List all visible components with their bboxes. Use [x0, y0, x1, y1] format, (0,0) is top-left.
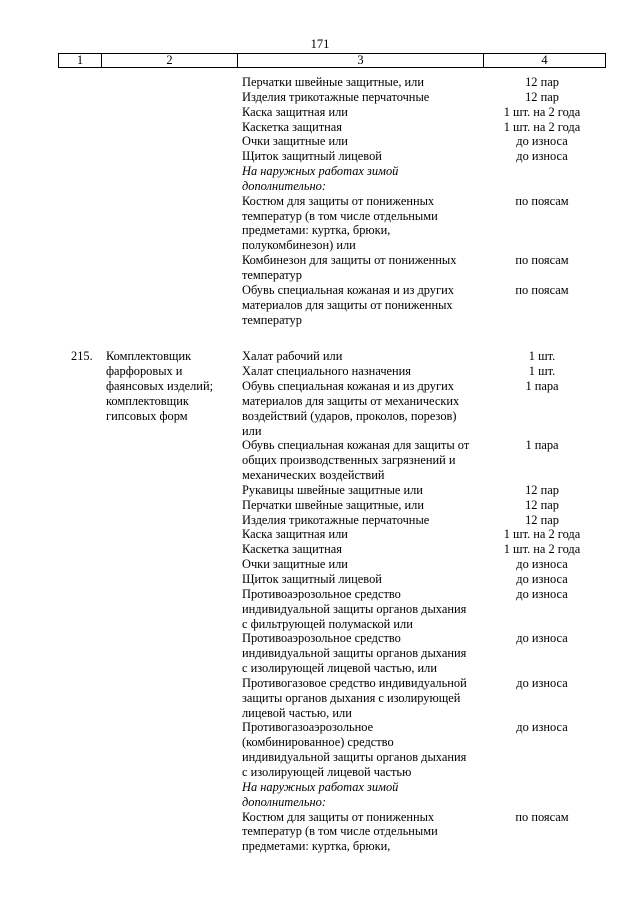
- ppe-item-text: Противоаэрозольное средство: [242, 586, 401, 601]
- ppe-item-line: [242, 223, 492, 238]
- ppe-item-line: [242, 795, 492, 810]
- issue-norm: до износа: [516, 134, 568, 149]
- issue-norm: по поясам: [515, 282, 569, 297]
- issue-norm: по поясам: [515, 809, 569, 824]
- ppe-item-line: [242, 453, 492, 468]
- page-number: 171: [310, 37, 330, 51]
- ppe-item-line: [242, 409, 492, 424]
- ppe-item-line: [242, 542, 581, 557]
- ppe-item-text: дополнительно:: [242, 794, 326, 809]
- ppe-item-line: [242, 631, 568, 646]
- issue-norm: до износа: [516, 557, 568, 572]
- ppe-item-line: [242, 750, 492, 765]
- issue-norm: 12 пар: [525, 497, 559, 512]
- ppe-item: [242, 149, 568, 164]
- ppe-item: [242, 512, 559, 528]
- ppe-item-text: Костюм для защиты от пониженных: [242, 809, 435, 824]
- ppe-item-text: материалов для защиты от пониженных: [242, 297, 453, 312]
- table-row-215: [0, 349, 640, 854]
- ppe-item-text: предметами: куртка, брюки,: [242, 223, 391, 238]
- ppe-item-text: индивидуальной защиты органов дыхания: [242, 750, 467, 765]
- ppe-item-text: Противоаэрозольное средство: [242, 631, 401, 646]
- ppe-item-text: общих производственных загрязнений и: [242, 453, 456, 468]
- ppe-list: [0, 75, 640, 327]
- ppe-item-text: Противогазовое средство индивидуальной: [242, 675, 467, 690]
- ppe-item: [242, 75, 559, 90]
- ppe-item-line: [242, 602, 492, 617]
- ppe-item-text: защиты органов дыхания с изолирующей: [242, 690, 461, 705]
- header-col-4: 4: [541, 53, 548, 67]
- ppe-item-line: [242, 824, 492, 839]
- ppe-item-line: [242, 349, 556, 364]
- ppe-item-text: Обувь специальная кожаная для защиты от: [242, 438, 470, 453]
- ppe-item-text: Обувь специальная кожаная и из других: [242, 379, 454, 394]
- ppe-item-text: На наружных работах зимой: [242, 779, 399, 794]
- ppe-item-line: [242, 646, 492, 661]
- ppe-item-line: [242, 164, 492, 179]
- ppe-item: [242, 379, 559, 438]
- issue-norm: 1 шт.: [528, 364, 556, 379]
- ppe-item-text: Противогазоаэрозольное: [242, 720, 374, 735]
- ppe-item-text: Щиток защитный лицевой: [242, 149, 382, 164]
- header-col-3: 3: [238, 54, 484, 67]
- ppe-item-line: [242, 512, 559, 528]
- issue-norm: 12 пар: [525, 482, 559, 497]
- ppe-item-text: Обувь специальная кожаная и из других: [242, 282, 454, 297]
- ppe-item-line: [242, 253, 569, 268]
- ppe-item-text: или: [242, 423, 262, 438]
- profession-line: Комплектовщик: [106, 349, 192, 364]
- ppe-item-text: Каска защитная или: [242, 104, 348, 119]
- ppe-item-text: с изолирующей лицевой частью: [242, 764, 412, 779]
- profession-line: фарфоровых и: [106, 364, 183, 379]
- ppe-item-line: [242, 438, 559, 453]
- ppe-item: [242, 349, 556, 364]
- issue-norm: по поясам: [515, 253, 569, 268]
- ppe-item-text: Халат рабочий или: [242, 349, 343, 364]
- ppe-item-line: [242, 675, 568, 691]
- ppe-item-text: с фильтрующей полумаской или: [242, 616, 413, 631]
- ppe-item-text: Рукавицы швейные защитные или: [242, 482, 423, 497]
- ppe-item: [242, 720, 568, 779]
- ppe-item-text: Изделия трикотажные перчаточные: [242, 89, 430, 104]
- ppe-item: [242, 497, 559, 513]
- ppe-item-line: [242, 497, 559, 513]
- issue-norm: 1 шт. на 2 года: [503, 104, 581, 119]
- ppe-item-line: [242, 706, 492, 721]
- issue-norm: до износа: [516, 572, 568, 586]
- ppe-item-line: [242, 179, 492, 194]
- ppe-item-text: дополнительно:: [242, 178, 326, 193]
- ppe-item-text: лицевой частью, или: [242, 705, 352, 720]
- ppe-item: [242, 675, 568, 721]
- issue-norm: до износа: [516, 631, 568, 646]
- ppe-item-text: (комбинированное) средство: [242, 735, 394, 750]
- ppe-item-line: [242, 839, 492, 854]
- issue-norm: 1 шт. на 2 года: [503, 542, 581, 557]
- ppe-item-text: предметами: куртка, брюки,: [242, 839, 391, 854]
- ppe-item: [242, 586, 568, 632]
- ppe-item: [242, 631, 568, 676]
- ppe-item-line: [242, 780, 492, 795]
- issue-norm: 12 пар: [525, 512, 559, 527]
- ppe-item-text: индивидуальной защиты органов дыхания: [242, 646, 467, 661]
- issue-norm: 1 шт.: [528, 349, 556, 364]
- ppe-item: [242, 557, 568, 572]
- ppe-item-text: полукомбинезон) или: [242, 238, 356, 253]
- profession-line: гипсовых форм: [106, 408, 188, 423]
- ppe-item: [242, 89, 559, 105]
- ppe-item-text: Костюм для защиты от пониженных: [242, 193, 435, 208]
- ppe-item-line: [242, 104, 581, 120]
- table-header-row: [58, 53, 606, 68]
- ppe-item-line: [242, 527, 581, 542]
- issue-norm: до износа: [516, 586, 568, 601]
- issue-norm: 1 пара: [525, 379, 559, 394]
- ppe-item: [242, 134, 568, 149]
- ppe-item-text: Щиток защитный лицевой: [242, 572, 382, 586]
- issue-norm: 1 шт. на 2 года: [503, 527, 581, 542]
- issue-norm: 1 пара: [525, 438, 559, 453]
- ppe-item-line: [242, 765, 492, 780]
- ppe-item-text: Очки защитные или: [242, 557, 348, 572]
- ppe-item-text: температур (в том числе отдельными: [242, 208, 438, 223]
- ppe-item-line: [242, 661, 492, 676]
- section-note: [242, 780, 492, 810]
- ppe-item-text: Очки защитные или: [242, 134, 348, 149]
- ppe-item-text: температур: [242, 312, 302, 327]
- ppe-item-line: [242, 298, 492, 313]
- ppe-item-text: Комбинезон для защиты от пониженных: [242, 253, 457, 268]
- ppe-item-text: Изделия трикотажные перчаточные: [242, 512, 430, 527]
- ppe-item-line: [242, 89, 559, 105]
- ppe-item-text: температур: [242, 267, 302, 282]
- ppe-item: [242, 193, 569, 253]
- ppe-item-line: [242, 691, 492, 706]
- ppe-item-line: [242, 119, 581, 135]
- ppe-item: [242, 809, 569, 855]
- ppe-item: [242, 119, 581, 135]
- issue-norm: до износа: [516, 720, 568, 735]
- ppe-item-text: материалов для защиты от механических: [242, 393, 460, 408]
- ppe-item-text: Перчатки швейные защитные, или: [242, 497, 424, 512]
- ppe-item-line: [242, 282, 569, 298]
- ppe-item-line: [242, 735, 492, 750]
- table-row-continued: [0, 75, 640, 327]
- table-body: [0, 75, 640, 854]
- issue-norm: 1 шт. на 2 года: [503, 119, 581, 134]
- issue-norm: 12 пар: [525, 75, 559, 89]
- ppe-item-line: [242, 572, 568, 587]
- ppe-item-text: с изолирующей лицевой частью, или: [242, 661, 437, 676]
- ppe-item: [242, 364, 556, 379]
- header-col-2: 2: [102, 54, 238, 67]
- ppe-item-text: Каскетка защитная: [242, 542, 342, 557]
- ppe-item-line: [242, 209, 492, 224]
- issue-norm: 12 пар: [525, 89, 559, 104]
- row-number: 215.: [71, 349, 93, 364]
- ppe-item-line: [242, 313, 492, 328]
- ppe-item-line: [242, 617, 492, 632]
- ppe-item-line: [242, 482, 559, 498]
- ppe-item-line: [242, 268, 492, 283]
- ppe-item-text: Каскетка защитная: [242, 119, 342, 134]
- ppe-item-line: [242, 75, 559, 90]
- profession-line: фаянсовых изделий;: [106, 379, 214, 394]
- ppe-item-line: [242, 809, 569, 825]
- ppe-item-text: индивидуальной защиты органов дыхания: [242, 601, 467, 616]
- issue-norm: до износа: [516, 675, 568, 690]
- ppe-item: [242, 572, 568, 587]
- ppe-item: [242, 104, 581, 120]
- ppe-item: [242, 482, 559, 498]
- ppe-item: [242, 253, 569, 283]
- section-note: [242, 164, 492, 194]
- ppe-item-text: Халат специального назначения: [242, 364, 412, 379]
- ppe-item-line: [242, 149, 568, 164]
- ppe-item-text: Перчатки швейные защитные, или: [242, 75, 424, 89]
- ppe-item-line: [242, 379, 559, 394]
- ppe-item-line: [242, 134, 568, 149]
- ppe-item-line: [242, 238, 492, 253]
- ppe-item-text: воздействий (ударов, проколов, порезов): [242, 408, 457, 423]
- ppe-item-text: температур (в том числе отдельными: [242, 824, 438, 839]
- issue-norm: по поясам: [515, 193, 569, 208]
- ppe-item-text: На наружных работах зимой: [242, 164, 399, 179]
- ppe-list: [0, 349, 640, 854]
- ppe-item-line: [242, 193, 569, 209]
- ppe-item-line: [242, 468, 492, 483]
- ppe-item: [242, 282, 569, 328]
- ppe-item-line: [242, 720, 568, 735]
- profession-line: комплектовщик: [106, 393, 189, 408]
- header-col-1: 1: [59, 54, 102, 67]
- profession-name: [106, 349, 246, 423]
- issue-norm: до износа: [516, 149, 568, 164]
- ppe-item-line: [242, 364, 556, 379]
- ppe-item-text: Каска защитная или: [242, 527, 348, 542]
- ppe-item: [242, 438, 559, 483]
- ppe-item: [242, 527, 581, 542]
- ppe-item-text: механических воздействий: [242, 468, 385, 483]
- ppe-item-line: [242, 586, 568, 602]
- ppe-item-line: [242, 424, 492, 439]
- ppe-item: [242, 542, 581, 557]
- ppe-item-line: [242, 557, 568, 572]
- ppe-item-line: [242, 394, 492, 409]
